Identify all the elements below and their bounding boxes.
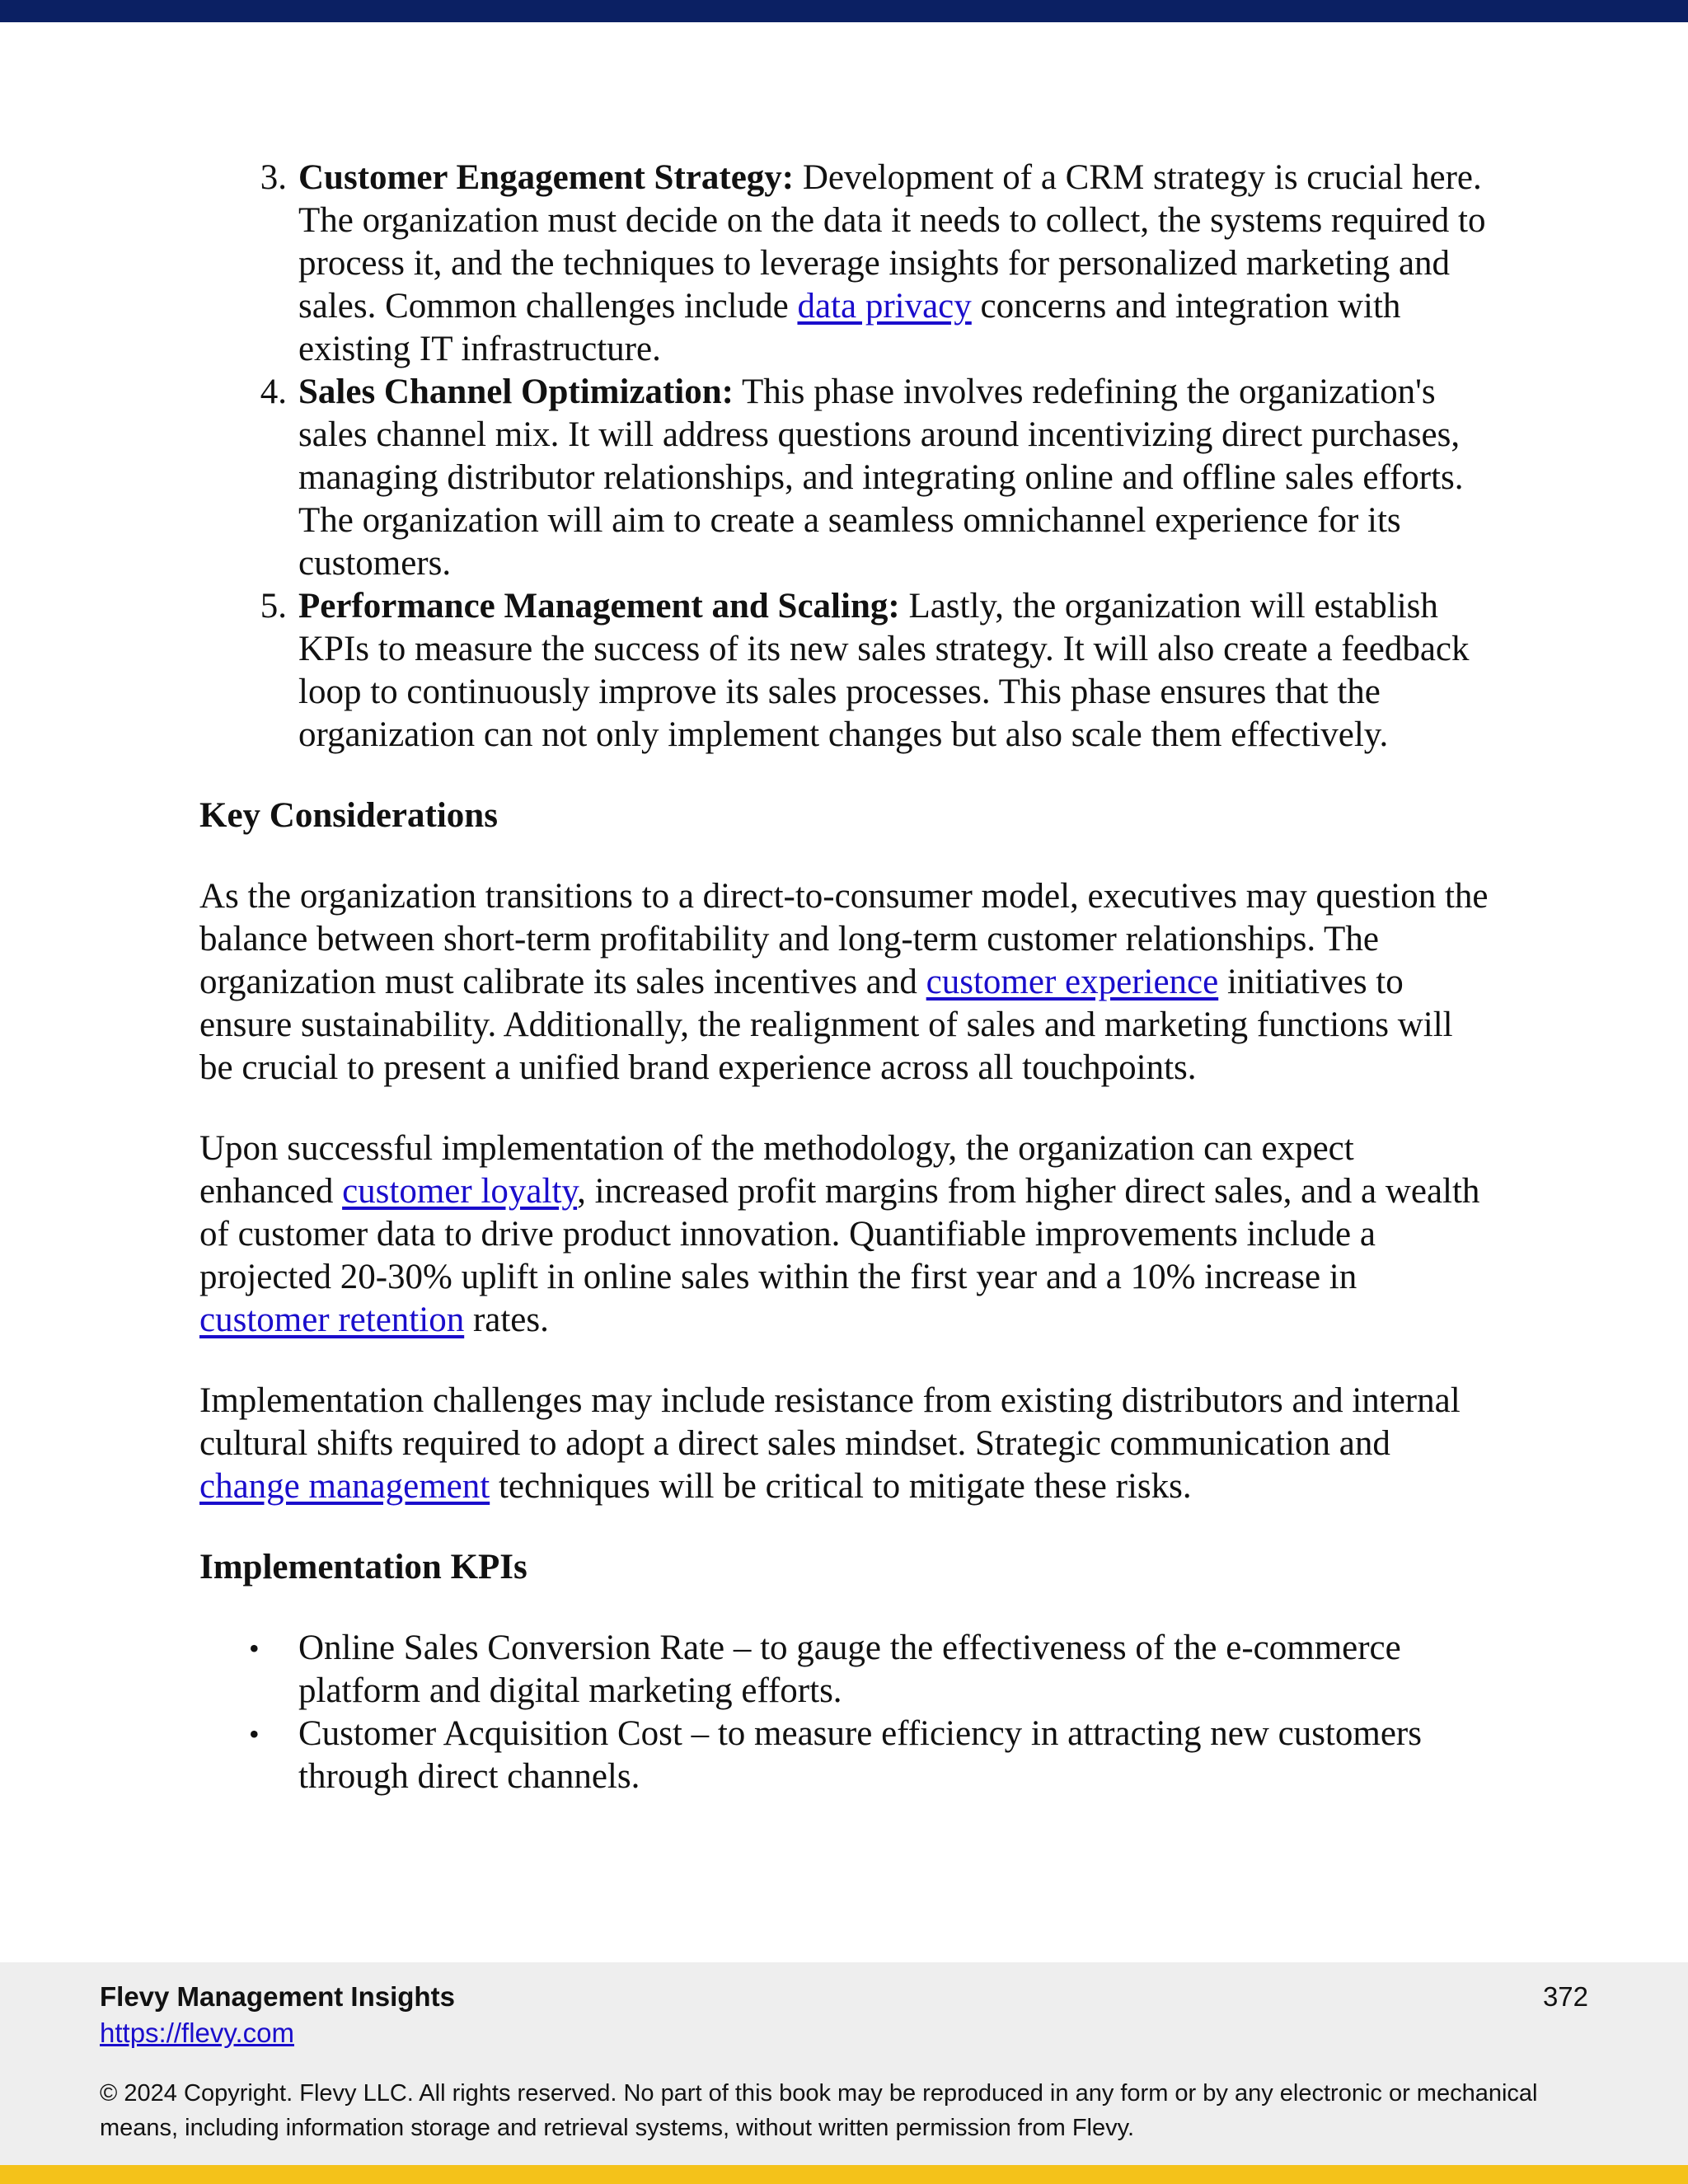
page-content (199, 157, 1493, 1798)
data-privacy-link[interactable]: data privacy (797, 287, 972, 326)
page-footer (0, 1962, 1688, 2165)
list-number: 3. (260, 158, 287, 197)
list-number: 4. (260, 373, 287, 411)
paragraph-text: As the organization transitions to a direct-to-consumer model, executives may question the balance between short-term profitability and long-term customer relationships. The organization must calibrate its sales incentives and (199, 877, 1489, 1001)
paragraph-text: initiatives to ensure sustainability. Additionally, the realignment of sales and marketing functions will be crucial to present a unified brand experience across all touchpoints. (199, 963, 1453, 1087)
paragraph-text: techniques will be critical to mitigate these risks. (490, 1467, 1192, 1506)
kpi-list (199, 1627, 1493, 1798)
list-item (249, 1713, 1493, 1798)
bullet-icon: • (249, 1718, 260, 1750)
implementation-kpis-heading: Implementation KPIs (199, 1548, 528, 1586)
step-text: This phase involves redefining the organization's sales channel mix. It will address questions around incentivizing direct purchases, managing distributor relationships, and integrating online and offline sales efforts. The organization will aim to create a seamless omnichannel experience for its customers. (298, 373, 1464, 583)
step-title: Performance Management and Scaling: (298, 587, 900, 626)
step-title: Customer Engagement Strategy: (298, 158, 795, 197)
list-item (260, 157, 1493, 371)
footer-brand: Flevy Management Insights (100, 1981, 455, 2012)
paragraph-text: Implementation challenges may include resistance from existing distributors and internal cultural shifts required to adopt a direct sales mindset. Strategic communication and (199, 1381, 1461, 1463)
change-management-link[interactable]: change management (199, 1467, 490, 1506)
kpi-text: Customer Acquisition Cost – to measure efficiency in attracting new customers through direct channels. (298, 1714, 1422, 1796)
page-number: 372 (1542, 1981, 1588, 2012)
copyright-notice: © 2024 Copyright. Flevy LLC. All rights reserved. No part of this book may be reproduced in any form or by any electronic or mechanical means, including information storage and retrieval systems, without written permission from Flevy. (100, 2080, 1538, 2141)
customer-loyalty-link[interactable]: customer loyalty (342, 1172, 578, 1211)
customer-experience-link[interactable]: customer experience (926, 963, 1219, 1001)
paragraph (199, 875, 1493, 1090)
steps-list (199, 157, 1493, 757)
paragraph-text: , increased profit margins from higher direct sales, and a wealth of customer data to drive product innovation. Quantifiable improvements include a projected 20-30% uplift in online sales within the first year and a 10% increase in (199, 1172, 1480, 1296)
step-title: Sales Channel Optimization: (298, 373, 734, 411)
bullet-icon: • (249, 1632, 260, 1665)
list-item (260, 371, 1493, 585)
footer-url-link[interactable]: https://flevy.com (100, 2018, 294, 2048)
key-considerations-heading: Key Considerations (199, 796, 498, 835)
paragraph (199, 1380, 1493, 1508)
step-text: concerns and integration with existing IT infrastructure. (298, 287, 1401, 368)
kpi-text: Online Sales Conversion Rate – to gauge the effectiveness of the e-commerce platform and digital marketing efforts. (298, 1629, 1401, 1710)
paragraph (199, 1127, 1493, 1342)
paragraph-text: Upon successful implementation of the methodology, the organization can expect enhanced (199, 1129, 1354, 1211)
step-text: Development of a CRM strategy is crucial here. The organization must decide on the data it needs to collect, the systems required to process it, and the techniques to leverage insights for personalized marketing and sales. Common challenges include (298, 158, 1486, 326)
top-banner-bar (0, 0, 1688, 22)
paragraph-text: rates. (464, 1301, 549, 1339)
list-item (260, 585, 1493, 757)
bottom-accent-bar (0, 2165, 1688, 2184)
step-text: Lastly, the organization will establish KPIs to measure the success of its new sales strategy. It will also create a feedback loop to continuously improve its sales processes. This phase ensures that the organization can not only implement changes but also scale them effectively. (298, 587, 1470, 754)
customer-retention-link[interactable]: customer retention (199, 1301, 465, 1339)
list-number: 5. (260, 587, 287, 626)
list-item (249, 1627, 1493, 1713)
